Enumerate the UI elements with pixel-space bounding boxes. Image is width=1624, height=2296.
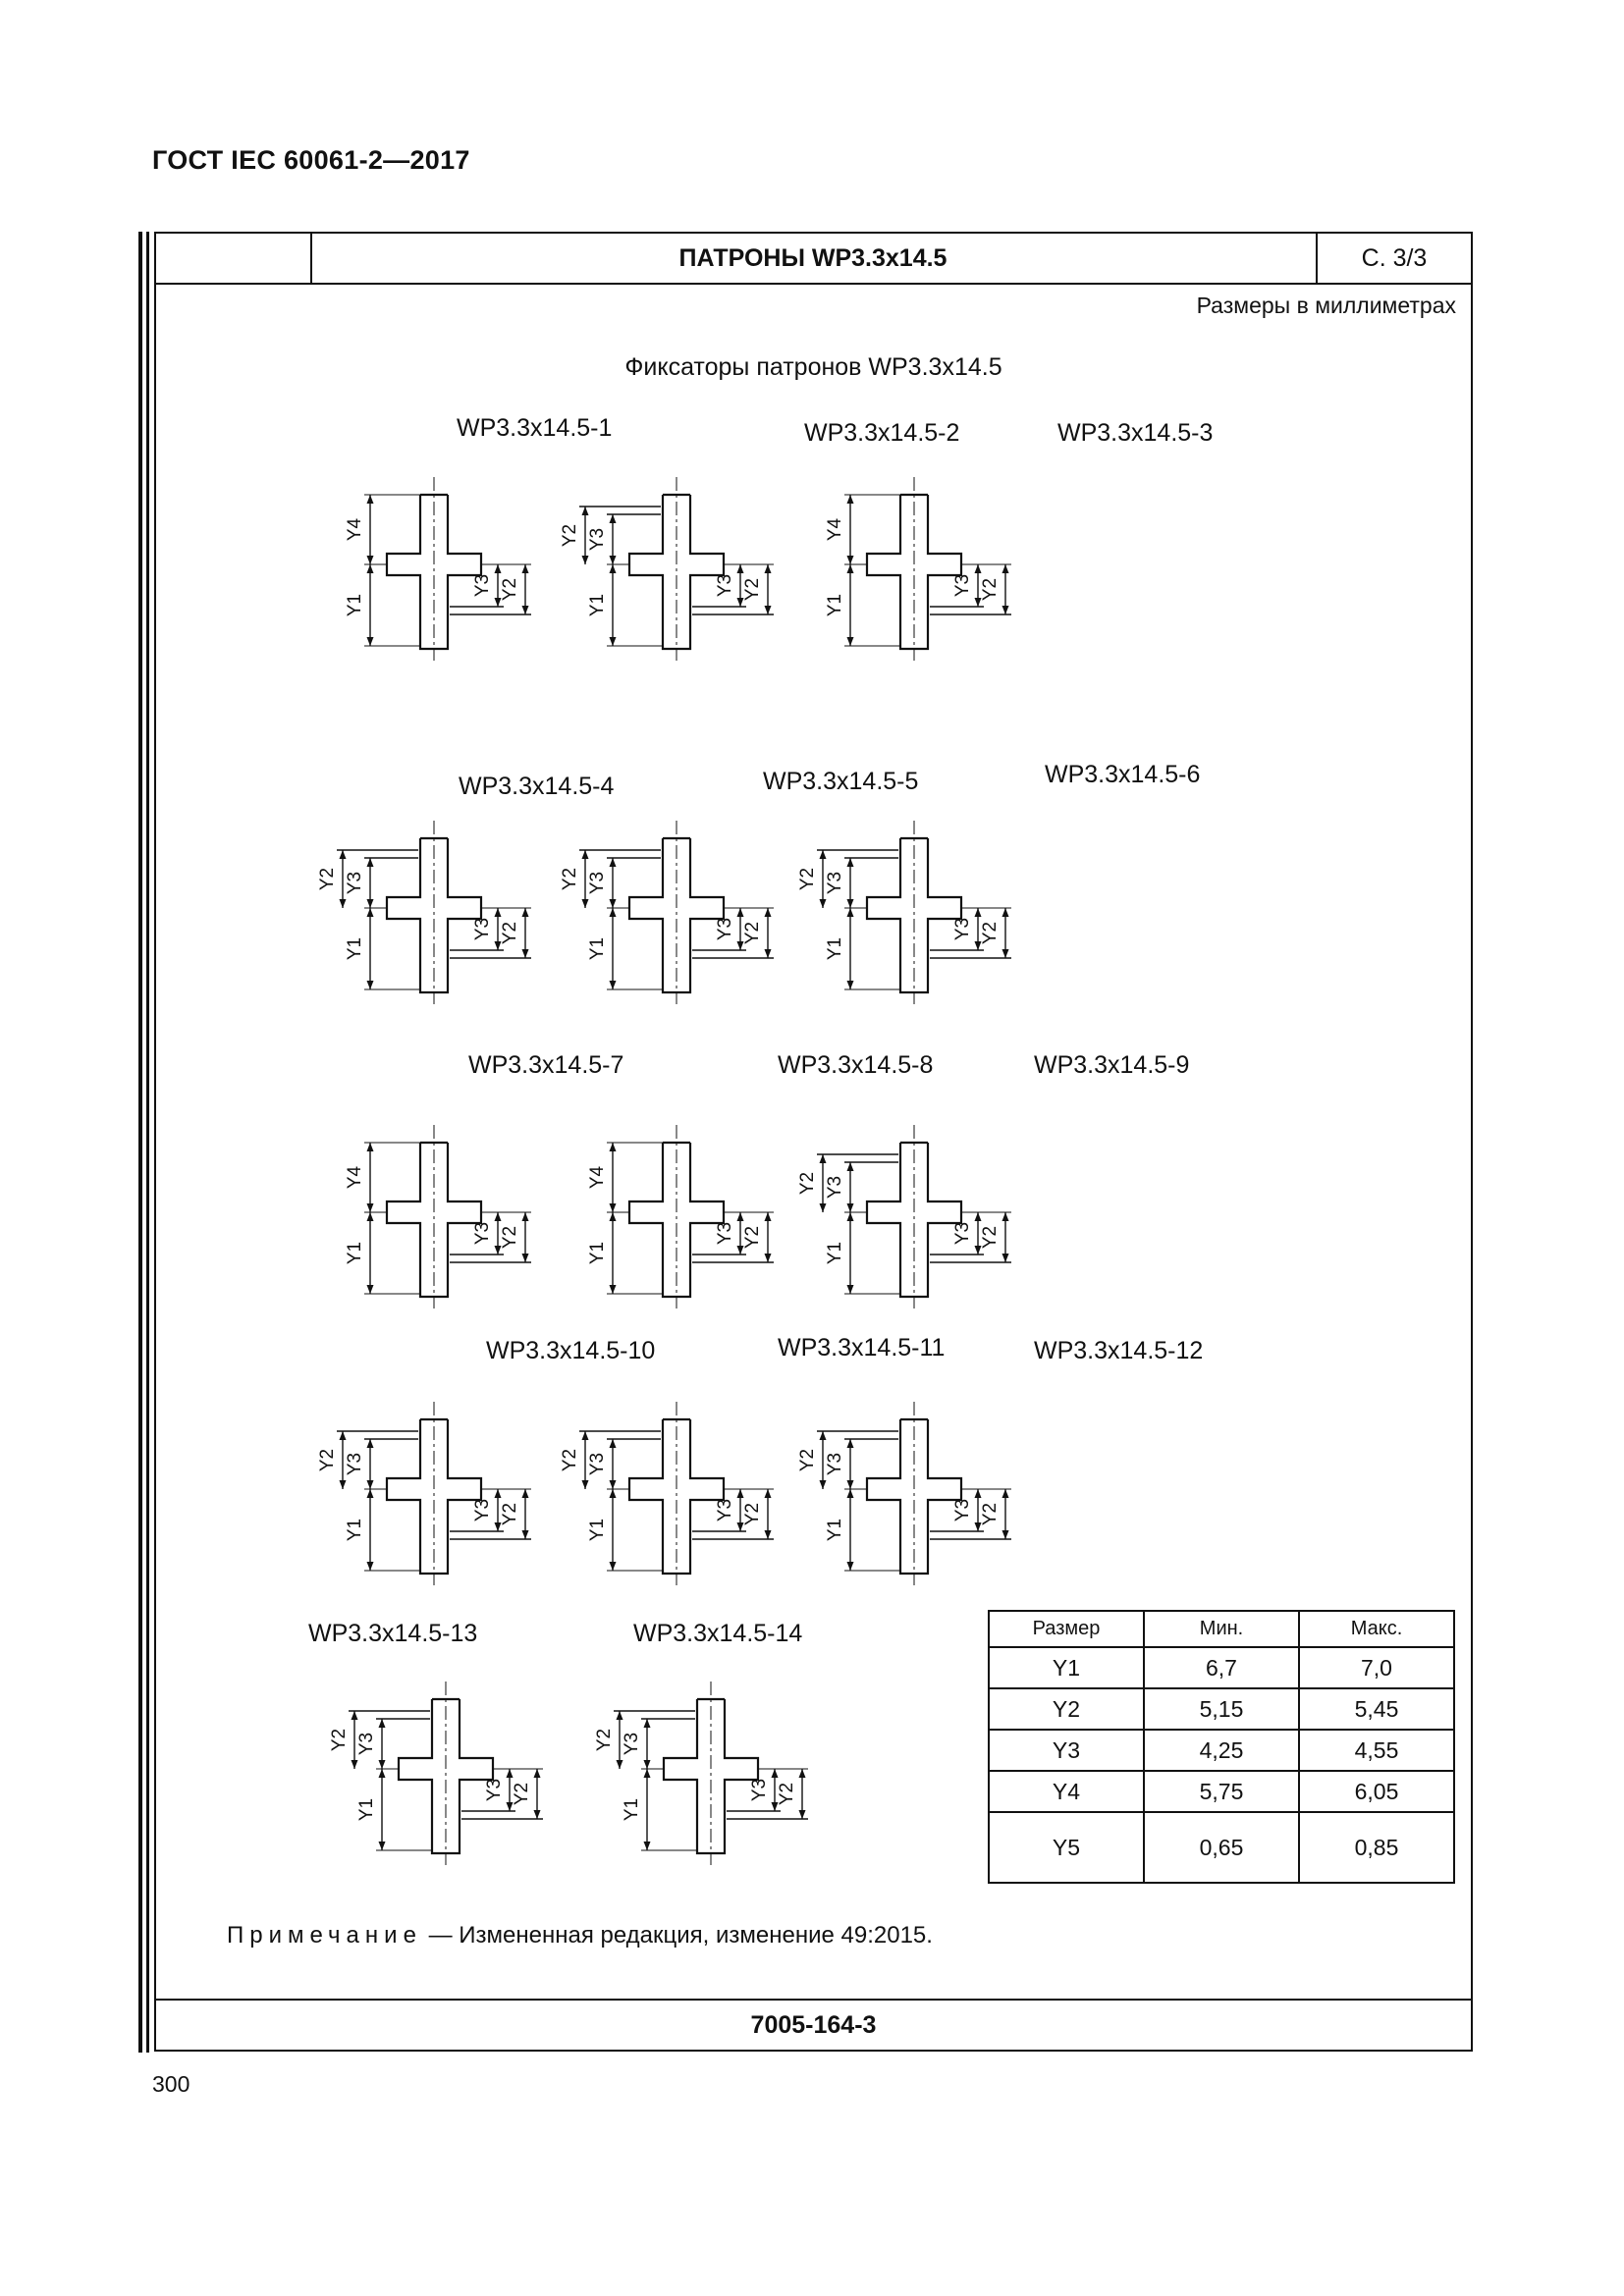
dimension-arrow bbox=[352, 1711, 358, 1720]
dimension-arrow bbox=[367, 858, 374, 867]
drawing-label: WP3.3x14.5-5 bbox=[763, 768, 919, 795]
dimension-arrow bbox=[847, 1439, 854, 1448]
sheet-page: С. 3/3 bbox=[1316, 234, 1471, 283]
dimension-arrow bbox=[644, 1769, 651, 1778]
dimension-label: Y1 bbox=[356, 1797, 377, 1822]
table-row bbox=[989, 1771, 1454, 1812]
dimension-arrow bbox=[367, 1562, 374, 1571]
dimension-label: Y3 bbox=[952, 1498, 973, 1522]
dimension-arrow bbox=[765, 908, 772, 917]
dimension-arrow bbox=[737, 1212, 744, 1221]
dimension-arrow bbox=[534, 1769, 541, 1778]
dimension-label: Y3 bbox=[356, 1732, 377, 1756]
drawing-label: WP3.3x14.5-6 bbox=[1045, 761, 1201, 788]
dimension-label: Y2 bbox=[980, 1502, 1001, 1526]
dimension-label: Y4 bbox=[825, 517, 845, 542]
dimension-label: Y2 bbox=[777, 1782, 797, 1806]
table-cell: Y3 bbox=[989, 1730, 1144, 1771]
dimension-arrow bbox=[379, 1769, 386, 1778]
dimension-arrow bbox=[772, 1769, 779, 1778]
dimension-arrow bbox=[975, 1489, 982, 1498]
dimension-arrow bbox=[522, 606, 529, 614]
drawing-label: WP3.3x14.5-10 bbox=[486, 1337, 656, 1364]
note-text: Измененная редакция, изменение 49:2015. bbox=[459, 1922, 933, 1949]
dimension-arrow bbox=[847, 1162, 854, 1171]
table-cell: 5,15 bbox=[1144, 1688, 1299, 1730]
dimension-label: Y2 bbox=[500, 1225, 520, 1250]
dimension-arrow bbox=[352, 1760, 358, 1769]
dimension-label: Y3 bbox=[345, 871, 365, 895]
dimension-arrow bbox=[617, 1760, 623, 1769]
dimension-label: Y2 bbox=[742, 1502, 763, 1526]
dimension-label: Y3 bbox=[825, 1452, 845, 1476]
table-cell: 5,75 bbox=[1144, 1771, 1299, 1812]
dimension-label: Y1 bbox=[345, 593, 365, 617]
dimension-arrow bbox=[1002, 1530, 1009, 1539]
dimension-arrow bbox=[820, 1431, 827, 1440]
dimension-label: Y3 bbox=[715, 1498, 735, 1522]
dimension-arrow bbox=[847, 899, 854, 908]
dimension-arrow bbox=[522, 1530, 529, 1539]
dimension-arrow bbox=[367, 1489, 374, 1498]
dimension-label: Y1 bbox=[587, 1518, 608, 1542]
dimension-arrow bbox=[367, 1212, 374, 1221]
drawing-label: WP3.3x14.5-14 bbox=[633, 1620, 803, 1647]
drawing-label: WP3.3x14.5-9 bbox=[1034, 1051, 1190, 1079]
dimension-arrow bbox=[610, 1439, 617, 1448]
dimension-label: Y1 bbox=[825, 593, 845, 617]
dimension-arrow bbox=[617, 1711, 623, 1720]
dimension-arrow bbox=[1002, 606, 1009, 614]
dimension-arrow bbox=[644, 1760, 651, 1769]
dimension-arrow bbox=[367, 899, 374, 908]
drawing-label: WP3.3x14.5-13 bbox=[308, 1620, 478, 1647]
dimension-arrow bbox=[975, 908, 982, 917]
dimension-arrow bbox=[582, 1431, 589, 1440]
standard-title: ГОСТ IEC 60061-2—2017 bbox=[152, 145, 470, 175]
dimension-arrow bbox=[582, 899, 589, 908]
dimension-arrow bbox=[522, 564, 529, 573]
dimension-label: Y2 bbox=[742, 577, 763, 602]
dimension-arrow bbox=[367, 981, 374, 989]
dimension-arrow bbox=[582, 556, 589, 564]
dimension-arrow bbox=[379, 1719, 386, 1728]
page-number: 300 bbox=[152, 2071, 190, 2097]
dimension-label: Y4 bbox=[345, 517, 365, 542]
dimension-arrow bbox=[582, 850, 589, 859]
dimension-label: Y2 bbox=[742, 921, 763, 945]
dimension-arrow bbox=[610, 637, 617, 646]
dimension-arrow bbox=[847, 1285, 854, 1294]
dimension-label: Y2 bbox=[594, 1728, 615, 1752]
dimension-label: Y1 bbox=[587, 1241, 608, 1265]
dimension-arrow bbox=[820, 1154, 827, 1163]
dimension-arrow bbox=[367, 1143, 374, 1151]
dimension-label: Y3 bbox=[825, 1175, 845, 1200]
dimension-label: Y2 bbox=[500, 1502, 520, 1526]
dimension-label: Y2 bbox=[500, 577, 520, 602]
table-cell: 0,65 bbox=[1144, 1812, 1299, 1883]
dimension-arrow bbox=[847, 556, 854, 564]
dimension-arrow bbox=[522, 1489, 529, 1498]
dimension-label: Y2 bbox=[512, 1782, 532, 1806]
dimension-label: Y1 bbox=[825, 1518, 845, 1542]
dimension-label: Y3 bbox=[622, 1732, 642, 1756]
fixture-drawing bbox=[345, 1125, 531, 1308]
dimension-label: Y3 bbox=[472, 573, 493, 598]
dimension-arrow bbox=[847, 981, 854, 989]
dimension-label: Y1 bbox=[345, 936, 365, 961]
dimension-arrow bbox=[340, 1431, 347, 1440]
table-row bbox=[989, 1812, 1454, 1883]
dimension-arrow bbox=[765, 1489, 772, 1498]
dimension-label: Y3 bbox=[472, 1498, 493, 1522]
dimension-label: Y2 bbox=[317, 867, 338, 891]
dimension-arrow bbox=[367, 495, 374, 504]
dimension-arrow bbox=[522, 1212, 529, 1221]
dimension-arrow bbox=[534, 1810, 541, 1819]
dimension-arrow bbox=[765, 1254, 772, 1262]
dimension-arrow bbox=[610, 1480, 617, 1489]
dimension-label: Y2 bbox=[742, 1225, 763, 1250]
table-cell: 4,55 bbox=[1299, 1730, 1454, 1771]
dimension-label: Y1 bbox=[587, 936, 608, 961]
drawing-sheet bbox=[154, 232, 1473, 2052]
dimension-arrow bbox=[1002, 1489, 1009, 1498]
dimension-label: Y1 bbox=[345, 1241, 365, 1265]
left-border-bar-2 bbox=[146, 232, 149, 2053]
dimension-arrow bbox=[582, 1480, 589, 1489]
table-cell: Y1 bbox=[989, 1647, 1144, 1688]
dimension-arrow bbox=[765, 1530, 772, 1539]
dimension-arrow bbox=[610, 899, 617, 908]
table-cell: 7,0 bbox=[1299, 1647, 1454, 1688]
fixture-drawing bbox=[560, 821, 774, 1004]
dimension-label: Y3 bbox=[345, 1452, 365, 1476]
units-note: Размеры в миллиметрах bbox=[1196, 293, 1456, 318]
fixture-drawing bbox=[560, 477, 774, 661]
fixture-drawing bbox=[797, 1402, 1011, 1585]
dimension-arrow bbox=[1002, 1254, 1009, 1262]
drawing-label: WP3.3x14.5-12 bbox=[1034, 1337, 1204, 1364]
dimension-label: Y1 bbox=[345, 1518, 365, 1542]
dimension-label: Y3 bbox=[472, 917, 493, 941]
sheet-title: ПАТРОНЫ WP3.3x14.5 bbox=[678, 244, 947, 272]
dimension-arrow bbox=[522, 949, 529, 958]
dimension-arrow bbox=[610, 556, 617, 564]
sheet-footer-code: 7005-164-3 bbox=[156, 1999, 1471, 2050]
dimension-arrow bbox=[340, 1480, 347, 1489]
drawing-label: WP3.3x14.5-8 bbox=[778, 1051, 934, 1079]
table-cell: 4,25 bbox=[1144, 1730, 1299, 1771]
note-dash: — bbox=[428, 1922, 453, 1949]
fixture-drawing bbox=[345, 477, 531, 661]
dimension-label: Y1 bbox=[825, 1241, 845, 1265]
dimension-arrow bbox=[847, 495, 854, 504]
dimension-label: Y3 bbox=[484, 1778, 505, 1802]
dimension-arrow bbox=[799, 1810, 806, 1819]
drawings-subtitle: Фиксаторы патронов WP3.3x14.5 bbox=[624, 353, 1002, 381]
dimension-arrow bbox=[495, 564, 502, 573]
dimension-arrow bbox=[847, 1203, 854, 1212]
drawing-label: WP3.3x14.5-3 bbox=[1057, 419, 1214, 447]
dimension-arrow bbox=[379, 1760, 386, 1769]
dimension-arrow bbox=[495, 1489, 502, 1498]
fixture-drawing bbox=[587, 1125, 774, 1308]
dimension-arrow bbox=[737, 564, 744, 573]
dimension-label: Y3 bbox=[715, 573, 735, 598]
note bbox=[227, 1922, 933, 1949]
dimension-arrow bbox=[847, 564, 854, 573]
dimensions-table bbox=[988, 1610, 1455, 1884]
dimension-arrow bbox=[1002, 1212, 1009, 1221]
table-row bbox=[989, 1688, 1454, 1730]
dimension-arrow bbox=[847, 1480, 854, 1489]
dimension-label: Y3 bbox=[472, 1221, 493, 1246]
dimension-label: Y2 bbox=[797, 867, 818, 891]
dimension-arrow bbox=[1002, 949, 1009, 958]
dimension-arrow bbox=[765, 606, 772, 614]
fixture-drawing bbox=[317, 821, 531, 1004]
left-border-bar-1 bbox=[138, 232, 142, 2053]
table-cell: 5,45 bbox=[1299, 1688, 1454, 1730]
dimension-arrow bbox=[847, 858, 854, 867]
dimension-arrow bbox=[799, 1769, 806, 1778]
dimension-label: Y3 bbox=[715, 1221, 735, 1246]
dimension-label: Y4 bbox=[587, 1165, 608, 1190]
note-label: Примечание bbox=[227, 1922, 422, 1949]
dimension-label: Y3 bbox=[952, 573, 973, 598]
dimension-arrow bbox=[737, 1489, 744, 1498]
dimension-arrow bbox=[610, 1212, 617, 1221]
table-header-cell: Макс. bbox=[1299, 1611, 1454, 1647]
dimension-arrow bbox=[765, 1212, 772, 1221]
dimension-label: Y3 bbox=[825, 871, 845, 895]
dimension-label: Y3 bbox=[715, 917, 735, 941]
dimension-arrow bbox=[367, 1439, 374, 1448]
dimension-arrow bbox=[610, 1285, 617, 1294]
fixture-drawing bbox=[329, 1682, 543, 1865]
dimension-arrow bbox=[495, 908, 502, 917]
dimension-arrow bbox=[367, 556, 374, 564]
dimension-label: Y2 bbox=[980, 577, 1001, 602]
dimension-label: Y3 bbox=[749, 1778, 770, 1802]
dimension-arrow bbox=[495, 1212, 502, 1221]
table-cell: Y4 bbox=[989, 1771, 1144, 1812]
dimension-label: Y2 bbox=[797, 1448, 818, 1472]
table-cell: 0,85 bbox=[1299, 1812, 1454, 1883]
dimension-label: Y2 bbox=[560, 1448, 580, 1472]
dimension-arrow bbox=[765, 564, 772, 573]
drawing-label: WP3.3x14.5-1 bbox=[457, 414, 613, 442]
dimension-arrow bbox=[847, 637, 854, 646]
dimension-arrow bbox=[367, 1480, 374, 1489]
dimension-arrow bbox=[820, 1203, 827, 1212]
dimension-label: Y2 bbox=[329, 1728, 350, 1752]
table-cell: 6,05 bbox=[1299, 1771, 1454, 1812]
dimension-arrow bbox=[522, 1254, 529, 1262]
dimension-arrow bbox=[610, 1203, 617, 1212]
table-cell: Y5 bbox=[989, 1812, 1144, 1883]
dimension-arrow bbox=[367, 1203, 374, 1212]
dimension-label: Y3 bbox=[587, 871, 608, 895]
dimension-arrow bbox=[820, 850, 827, 859]
dimension-arrow bbox=[610, 1562, 617, 1571]
dimension-arrow bbox=[847, 1212, 854, 1221]
fixture-drawing bbox=[317, 1402, 531, 1585]
dimension-arrow bbox=[820, 899, 827, 908]
dimension-arrow bbox=[644, 1719, 651, 1728]
dimension-label: Y4 bbox=[345, 1165, 365, 1190]
table-row bbox=[989, 1647, 1454, 1688]
dimension-arrow bbox=[975, 1212, 982, 1221]
table-header-row bbox=[989, 1611, 1454, 1647]
dimension-arrow bbox=[610, 1143, 617, 1151]
table-cell: Y2 bbox=[989, 1688, 1144, 1730]
dimension-arrow bbox=[610, 1489, 617, 1498]
dimension-arrow bbox=[765, 949, 772, 958]
dimension-label: Y1 bbox=[825, 936, 845, 961]
fixture-drawing bbox=[594, 1682, 808, 1865]
dimension-arrow bbox=[507, 1769, 514, 1778]
dimension-arrow bbox=[367, 1285, 374, 1294]
dimension-arrow bbox=[379, 1842, 386, 1850]
drawing-label: WP3.3x14.5-2 bbox=[804, 419, 960, 447]
dimension-arrow bbox=[367, 637, 374, 646]
dimension-label: Y3 bbox=[952, 917, 973, 941]
table-cell: 6,7 bbox=[1144, 1647, 1299, 1688]
fixture-drawing bbox=[797, 821, 1011, 1004]
dimension-label: Y2 bbox=[980, 921, 1001, 945]
table-header-cell: Размер bbox=[989, 1611, 1144, 1647]
dimension-arrow bbox=[610, 858, 617, 867]
table-header-cell: Мин. bbox=[1144, 1611, 1299, 1647]
dimension-arrow bbox=[610, 564, 617, 573]
dimension-arrow bbox=[340, 899, 347, 908]
dimension-arrow bbox=[975, 564, 982, 573]
fixture-drawing bbox=[825, 477, 1011, 661]
dimension-label: Y2 bbox=[560, 867, 580, 891]
dimension-label: Y3 bbox=[587, 1452, 608, 1476]
dimension-arrow bbox=[340, 850, 347, 859]
drawing-label: WP3.3x14.5-7 bbox=[468, 1051, 624, 1079]
drawing-label: WP3.3x14.5-4 bbox=[459, 773, 615, 800]
table-row bbox=[989, 1730, 1454, 1771]
dimension-arrow bbox=[644, 1842, 651, 1850]
dimension-arrow bbox=[610, 908, 617, 917]
dimension-arrow bbox=[610, 514, 617, 523]
dimension-label: Y2 bbox=[500, 921, 520, 945]
dimension-arrow bbox=[610, 981, 617, 989]
dimension-arrow bbox=[847, 1489, 854, 1498]
dimension-arrow bbox=[367, 908, 374, 917]
dimension-arrow bbox=[847, 1562, 854, 1571]
dimension-arrow bbox=[582, 507, 589, 515]
dimension-arrow bbox=[847, 908, 854, 917]
dimension-label: Y1 bbox=[622, 1797, 642, 1822]
dimension-label: Y2 bbox=[980, 1225, 1001, 1250]
fixture-drawing bbox=[560, 1402, 774, 1585]
dimension-label: Y2 bbox=[560, 523, 580, 548]
dimension-label: Y3 bbox=[952, 1221, 973, 1246]
dimension-label: Y2 bbox=[797, 1171, 818, 1196]
fixture-drawing bbox=[797, 1125, 1011, 1308]
dimension-arrow bbox=[1002, 564, 1009, 573]
dimension-label: Y2 bbox=[317, 1448, 338, 1472]
dimension-arrow bbox=[820, 1480, 827, 1489]
dimension-label: Y1 bbox=[587, 593, 608, 617]
dimension-arrow bbox=[522, 908, 529, 917]
dimension-arrow bbox=[367, 564, 374, 573]
dimension-arrow bbox=[1002, 908, 1009, 917]
dimension-arrow bbox=[737, 908, 744, 917]
dimension-label: Y3 bbox=[587, 527, 608, 552]
drawing-label: WP3.3x14.5-11 bbox=[778, 1334, 946, 1362]
